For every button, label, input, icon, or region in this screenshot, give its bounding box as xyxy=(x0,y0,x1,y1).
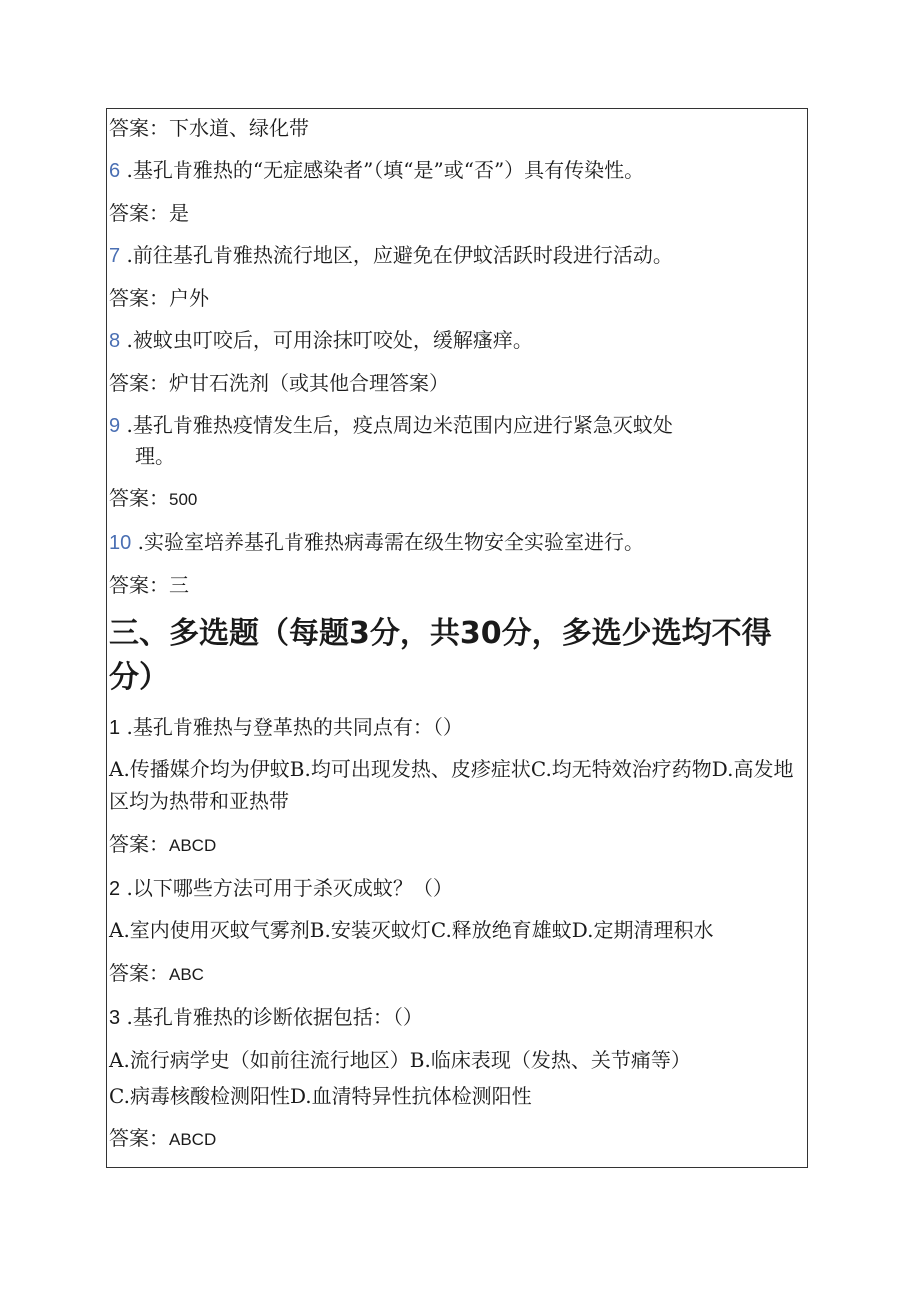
answer-7: 答案：户外 xyxy=(109,286,209,310)
answer-6: 答案：是 xyxy=(109,201,189,225)
question-10 xyxy=(109,527,807,558)
question-text: .以下哪些方法可用于杀灭成蚊？（） xyxy=(120,876,453,900)
question-8 xyxy=(109,325,807,356)
answer-value: ABCD xyxy=(169,1130,217,1149)
answer-8: 答案：炉甘石洗剂（或其他合理答案） xyxy=(109,371,449,395)
question-text: .前往基孔肯雅热流行地区，应避免在伊蚊活跃时段进行活动。 xyxy=(120,243,673,267)
question-text: .基孔肯雅热的诊断依据包括：（） xyxy=(120,1005,423,1029)
mc-question-2 xyxy=(109,873,807,904)
section-title-line2: 分） xyxy=(109,660,169,695)
question-number: 3 xyxy=(109,1007,121,1029)
answer-value: ABC xyxy=(169,965,204,984)
question-text: .被蚊虫叮咬后，可用涂抹叮咬处，缓解瘙痒。 xyxy=(120,328,533,352)
question-number: 8 xyxy=(109,330,121,352)
answer-prefix: 答案： xyxy=(109,1126,169,1150)
mc-question-1 xyxy=(109,712,807,743)
section-title xyxy=(109,612,807,700)
question-number: 6 xyxy=(109,160,121,182)
question-9-continued: 理。 xyxy=(135,444,175,468)
mc-options-2: A.室内使用灭蚊气雾剂B.安装灭蚊灯C.释放绝育雄蚊D.定期清理积水 xyxy=(109,918,714,942)
question-text: .实验室培养基孔肯雅热病毒需在级生物安全实验室进行。 xyxy=(131,530,644,554)
question-number: 2 xyxy=(109,878,121,900)
document-frame xyxy=(106,108,808,1168)
question-number: 7 xyxy=(109,245,121,267)
question-text: .基孔肯雅热疫情发生后，疫点周边米范围内应进行紧急灭蚊处 xyxy=(120,413,673,437)
question-9 xyxy=(109,410,807,441)
mc-options-3-line1: A.流行病学史（如前往流行地区）B.临床表现（发热、关节痛等） xyxy=(109,1048,691,1072)
question-text: .基孔肯雅热与登革热的共同点有：（） xyxy=(120,715,463,739)
mc-answer-1 xyxy=(109,829,807,861)
answer-10: 答案：三 xyxy=(109,573,189,597)
question-number: 10 xyxy=(109,532,132,554)
mc-answer-2 xyxy=(109,958,807,990)
answer-value: ABCD xyxy=(169,836,217,855)
question-7 xyxy=(109,240,807,271)
mc-options-3-line2: C.病毒核酸检测阳性D.血清特异性抗体检测阳性 xyxy=(109,1084,532,1108)
answer-9 xyxy=(109,483,807,515)
answer-line: 答案：下水道、绿化带 xyxy=(109,116,309,140)
mc-question-3 xyxy=(109,1002,807,1033)
question-text: .基孔肯雅热的“无症感染者”（填“是”或“否”）具有传染性。 xyxy=(120,158,645,182)
answer-value: 500 xyxy=(169,490,198,509)
question-number: 1 xyxy=(109,717,121,739)
question-number: 9 xyxy=(109,415,121,437)
mc-answer-3 xyxy=(109,1123,807,1155)
question-6 xyxy=(109,155,807,186)
answer-prefix: 答案： xyxy=(109,961,169,985)
section-title-line1: 三、多选题（每题3分，共30分，多选少选均不得 xyxy=(109,616,772,651)
answer-prefix: 答案： xyxy=(109,832,169,856)
mc-options-1: A.传播媒介均为伊蚊B.均可出现发热、皮疹症状C.均无特效治疗药物D.高发地区均为热带和亚热带 xyxy=(109,757,794,813)
answer-prefix: 答案： xyxy=(109,486,169,510)
